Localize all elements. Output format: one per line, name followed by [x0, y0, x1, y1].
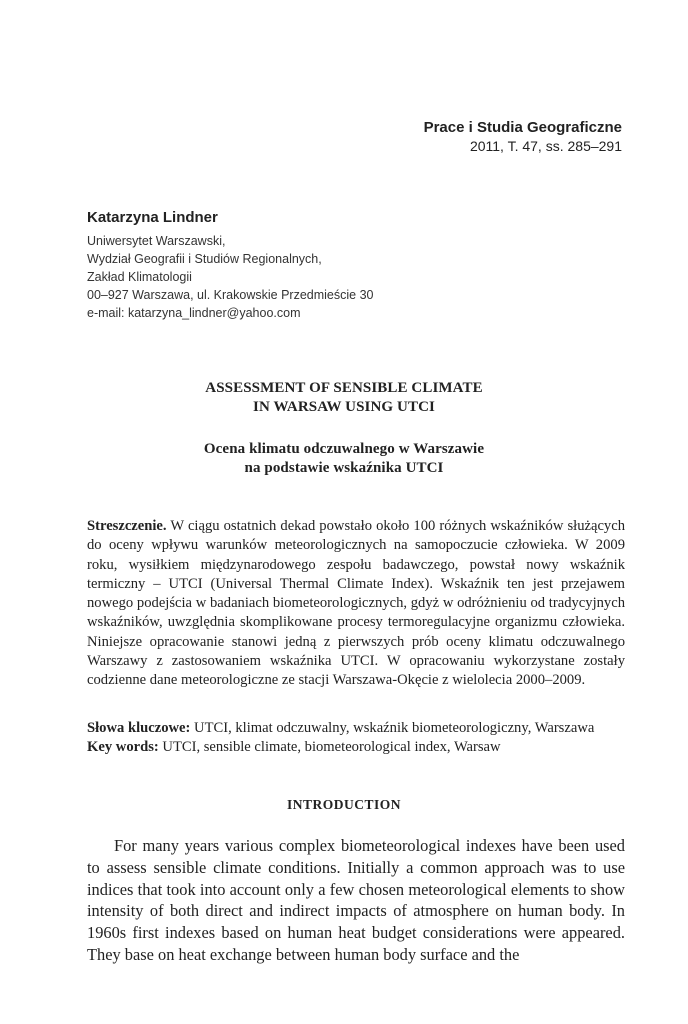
- affiliation-line: Zakład Klimatologii: [87, 270, 192, 284]
- keywords: [87, 719, 647, 757]
- author-block: [87, 208, 373, 322]
- abstract-text: W ciągu ostatnich dekad powstało około 100 różnych wskaźników służących do oceny wpływu warunków meteorologicznych na samopoczucie człowieka. W 2009 roku, wysiłkiem międzynarodowego zespołu badawczego, powstał nowy wskaźnik termiczny – UTCI (Universal Thermal Climate Index). Wskaźnik ten jest przejawem nowego podejścia w badaniach biometeorologicznych, gdyż w odróżnieniu od tradycyjnych wskaźników, uwzględnia skomplikowane procesy termoregulacyjne organizmu człowieka. Niniejsze opracowanie stanowi jedną z pierwszych prób oceny klimatu odczuwalnego Warszawy z zastosowaniem wskaźnika UTCI. W opracowaniu wykorzystane zostały codzienne dane meteorologiczne ze stacji Warszawa-Okęcie z wielolecia 2000–2009.: [87, 518, 625, 689]
- keywords-polish: [87, 719, 647, 738]
- affiliation-line: Wydział Geografii i Studiów Regionalnych,: [87, 252, 322, 266]
- title-line: ASSESSMENT OF SENSIBLE CLIMATE: [205, 380, 483, 396]
- keywords-label: Key words:: [87, 739, 159, 755]
- keywords-label: Słowa kluczowe:: [87, 720, 191, 736]
- section-heading: INTRODUCTION: [286, 797, 401, 812]
- body-paragraph: For many years various complex biometeorological indexes have been used to assess sensible climate conditions. Initially a common approach was to use indices that took into account only a few chosen meteorological elements to show intensity of both direct and indirect impacts of atmosphere on human body. In 1960s first indexes based on human heat budget considerations were appeared. They base on heat exchange between human body surface and the: [87, 836, 625, 964]
- author-email[interactable]: e-mail: katarzyna_lindner@yahoo.com: [87, 306, 301, 320]
- title-polish: [0, 440, 688, 478]
- abstract: [87, 517, 625, 691]
- abstract-label: Streszczenie.: [87, 518, 167, 534]
- section-heading-block: [0, 797, 688, 813]
- keywords-text: UTCI, klimat odczuwalny, wskaźnik biometeorologiczny, Warszawa: [194, 720, 595, 736]
- title-line: Ocena klimatu odczuwalnego w Warszawie: [203, 441, 485, 457]
- keywords-english: [87, 738, 647, 757]
- body-text: [87, 835, 625, 966]
- abstract-paragraph: [87, 517, 625, 691]
- journal-title: Prace i Studia Geograficzne: [423, 119, 622, 136]
- title-english: [0, 379, 688, 417]
- title-line: IN WARSAW USING UTCI: [253, 399, 435, 415]
- affiliation-line: Uniwersytet Warszawski,: [87, 234, 226, 248]
- title-line: na podstawie wskaźnika UTCI: [244, 460, 444, 476]
- journal-issue: 2011, T. 47, ss. 285–291: [469, 138, 622, 154]
- affiliation-line: 00–927 Warszawa, ul. Krakowskie Przedmieście 30: [87, 288, 374, 302]
- author-name: Katarzyna Lindner: [87, 209, 218, 226]
- keywords-text: UTCI, sensible climate, biometeorological index, Warsaw: [162, 739, 501, 755]
- journal-header: [424, 118, 622, 155]
